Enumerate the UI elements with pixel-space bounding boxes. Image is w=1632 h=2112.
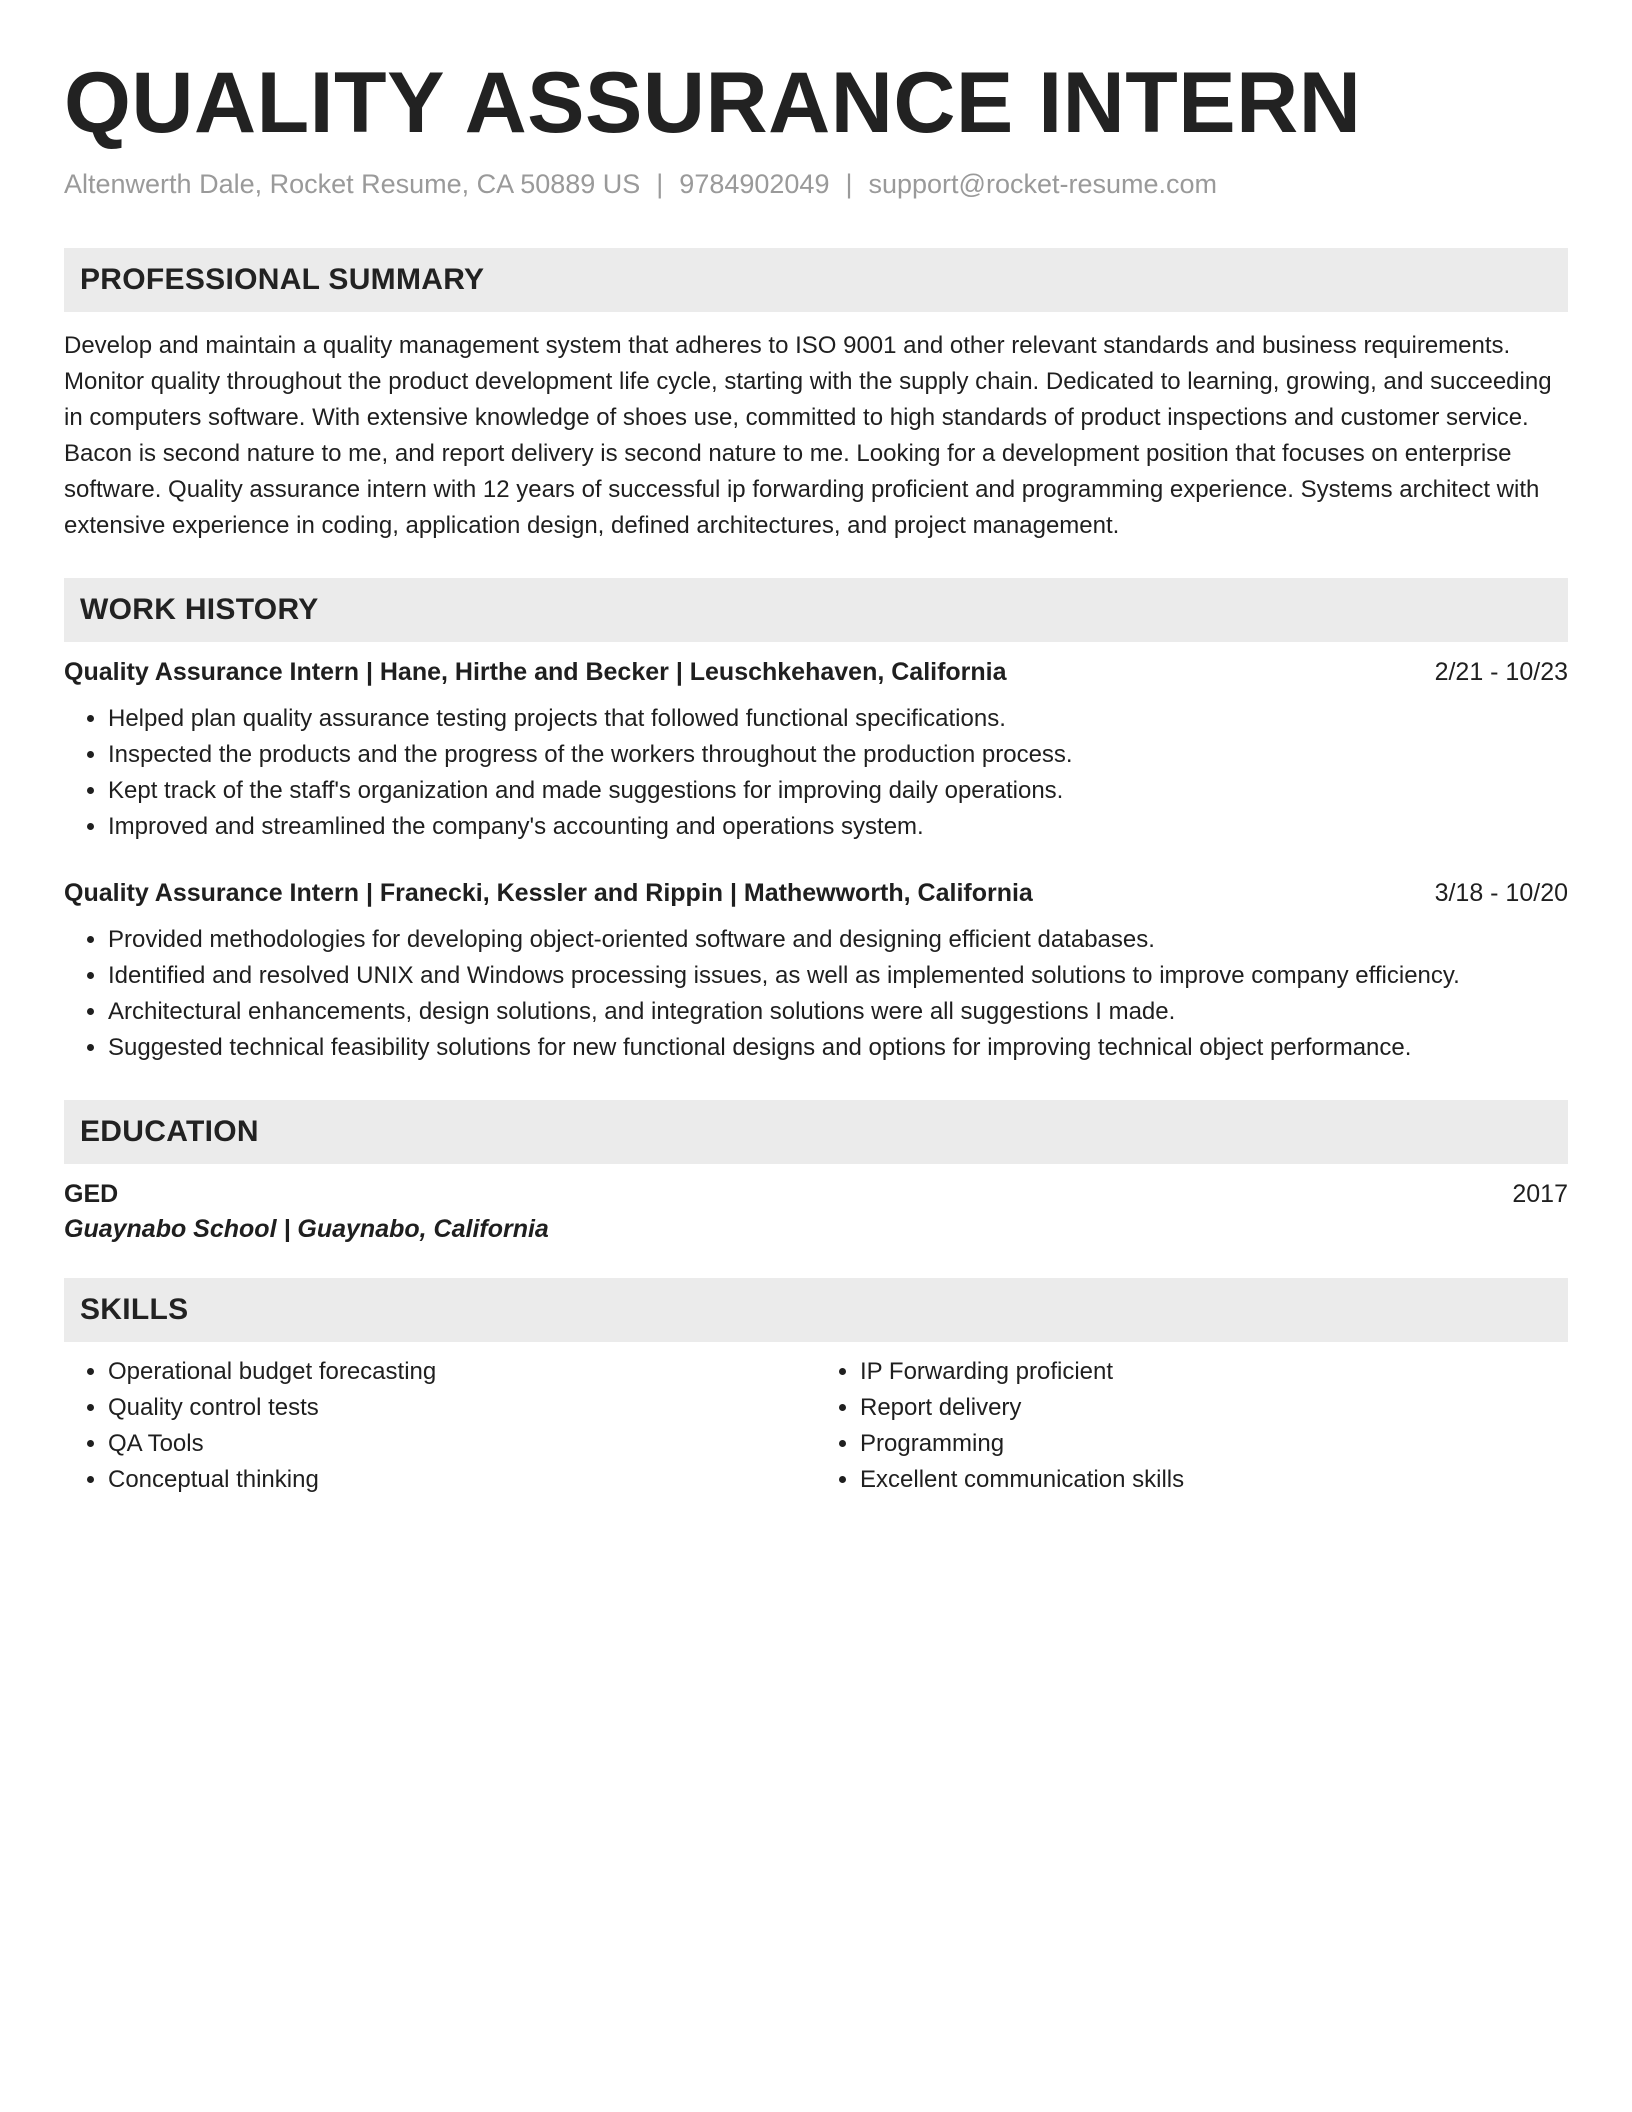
education-school: Guaynabo School | Guaynabo, California <box>64 1214 549 1243</box>
job-bullet: • Inspected the products and the progress of the workers throughout the production process. <box>108 737 1568 773</box>
education-row <box>64 1180 1568 1209</box>
skills-list-left <box>64 1354 816 1498</box>
job-bullet: • Provided methodologies for developing object-oriented software and designing efficient databases. <box>108 922 1568 958</box>
contact-line <box>64 169 1568 200</box>
skill-item: • IP Forwarding proficient <box>860 1354 1568 1390</box>
section-heading: SKILLS <box>80 1292 189 1326</box>
skills-columns <box>64 1354 1568 1498</box>
job-header <box>64 879 1568 908</box>
skills-list-right <box>816 1354 1568 1498</box>
job-bullet: • Identified and resolved UNIX and Windows processing issues, as well as implemented solutions to improve company efficiency. <box>108 958 1568 994</box>
job-dates: 3/18 - 10/20 <box>1434 878 1568 907</box>
education-year: 2017 <box>1512 1179 1568 1208</box>
section-work-history <box>64 578 1568 1066</box>
section-heading: EDUCATION <box>80 1114 259 1148</box>
section-header-summary <box>64 248 1568 312</box>
skill-item: • Conceptual thinking <box>108 1462 816 1498</box>
job-header <box>64 658 1568 687</box>
section-header-skills <box>64 1278 1568 1342</box>
job-bullet: • Architectural enhancements, design solutions, and integration solutions were all suggestions I made. <box>108 994 1568 1030</box>
job-title: Quality Assurance Intern | Hane, Hirthe and Becker | Leuschkehaven, California <box>64 657 1007 686</box>
skill-item: • Quality control tests <box>108 1390 816 1426</box>
skill-item: • QA Tools <box>108 1426 816 1462</box>
skill-item: • Excellent communication skills <box>860 1462 1568 1498</box>
section-heading: PROFESSIONAL SUMMARY <box>80 262 485 296</box>
summary-text: Develop and maintain a quality management system that adheres to ISO 9001 and other relevant standards and business requirements. Monitor quality throughout the product development life cycle, starting with the supply chain. Dedicated to learning, growing, and succeeding in computers software. With extensive knowledge of shoes use, committed to high standards of product inspections and customer service. Bacon is second nature to me, and report delivery is second nature to me. Looking for a development position that focuses on enterprise software. Quality assurance intern with 12 years of successful ip forwarding proficient and programming experience. Systems architect with extensive experience in coding, application design, defined architectures, and project management. <box>64 331 1552 539</box>
resume-title: QUALITY ASSURANCE INTERN <box>64 55 1362 151</box>
contact-separator: | <box>656 168 664 199</box>
job-bullets <box>64 701 1568 845</box>
section-header-education <box>64 1100 1568 1164</box>
contact-address: Altenwerth Dale, Rocket Resume, CA 50889 US <box>64 168 641 199</box>
job-bullet: • Improved and streamlined the company's accounting and operations system. <box>108 809 1568 845</box>
job-bullet: • Helped plan quality assurance testing projects that followed functional specifications. <box>108 701 1568 737</box>
skill-item: • Report delivery <box>860 1390 1568 1426</box>
contact-email: support@rocket-resume.com <box>868 168 1218 199</box>
job-bullet: • Kept track of the staff's organization and made suggestions for improving daily operations. <box>108 773 1568 809</box>
job-entry <box>64 879 1568 1066</box>
section-heading: WORK HISTORY <box>80 592 319 626</box>
job-bullet: • Suggested technical feasibility solutions for new functional designs and options for improving technical object performance. <box>108 1030 1568 1066</box>
job-title: Quality Assurance Intern | Franecki, Kessler and Rippin | Mathewworth, California <box>64 878 1033 907</box>
job-entry <box>64 658 1568 845</box>
contact-separator: | <box>845 168 853 199</box>
education-degree: GED <box>64 1179 119 1208</box>
job-dates: 2/21 - 10/23 <box>1434 657 1568 686</box>
skill-item: • Programming <box>860 1426 1568 1462</box>
section-education <box>64 1100 1568 1244</box>
section-header-work-history <box>64 578 1568 642</box>
job-bullets <box>64 922 1568 1066</box>
education-entry <box>64 1180 1568 1244</box>
section-skills <box>64 1278 1568 1498</box>
skill-item: • Operational budget forecasting <box>108 1354 816 1390</box>
contact-phone: 9784902049 <box>679 168 830 199</box>
section-summary <box>64 248 1568 544</box>
